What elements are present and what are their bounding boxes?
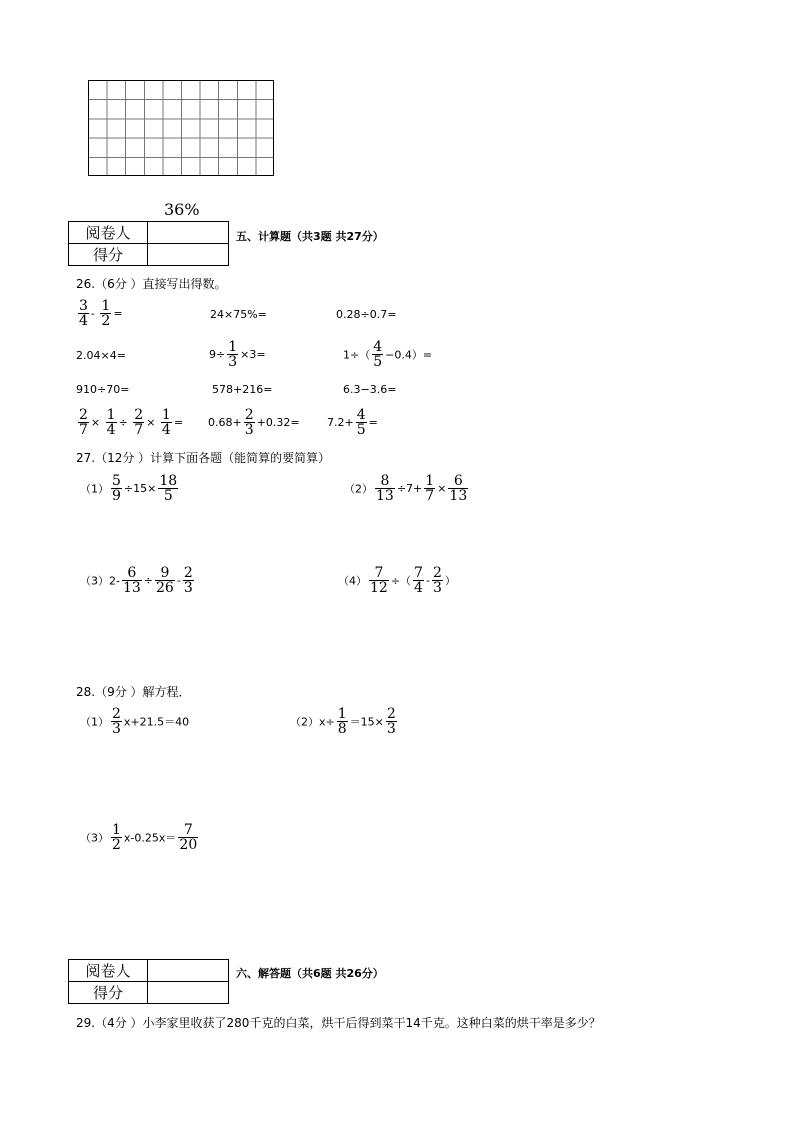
q26-r2-a: 2.04×4= (76, 349, 126, 362)
reviewer-box (148, 960, 229, 982)
score-label: 得分 (69, 982, 148, 1004)
q26-r1-b: 24×75%= (210, 308, 267, 321)
q26-r3-a: 910÷70= (76, 383, 130, 396)
percent-label: 36% (164, 200, 200, 219)
q26-r4-c: 7.2+ $\frac{4}{5}$ = (327, 407, 378, 438)
q27-p4: （4） $\frac{7}{12}$ ÷（ $\frac{7}{4}$ - $\frac{2}{3}$ ） (338, 565, 456, 596)
score-box (148, 244, 229, 266)
q28-title: 28.（9分 ）解方程． (76, 685, 191, 699)
reviewer-label: 阅卷人 (69, 222, 148, 244)
q26-title: 26.（6分 ）直接写出得数。 (76, 277, 227, 291)
section-six-heading: 六、解答题（共6题 共26分） (236, 967, 384, 980)
q26-r1-a: $\frac{3}{4}$ - $\frac{1}{2}$ = (79, 298, 123, 329)
q27-p2: （2） $\frac{8}{13}$ ÷7+ $\frac{1}{7}$ × $\frac{6}{13}$ (344, 473, 468, 504)
q26-r1-c: 0.28÷0.7= (336, 308, 397, 321)
q26-r3-c: 6.3−3.6= (343, 383, 397, 396)
reviewer-label: 阅卷人 (69, 960, 148, 982)
score-table-2 (68, 959, 229, 1004)
reviewer-box (148, 222, 229, 244)
score-table (68, 221, 229, 266)
q26-r4-a: $\frac{2}{7}$ × $\frac{1}{4}$ ÷ $\frac{2}{7}$ × $\frac{1}{4}$ = (79, 407, 184, 438)
q27-p3: （3）2- $\frac{6}{13}$ ÷ $\frac{9}{26}$ - $\frac{2}{3}$ (80, 565, 193, 596)
q28-p2: （2）x÷ $\frac{1}{8}$ ＝15× $\frac{2}{3}$ (290, 706, 396, 737)
score-box (148, 982, 229, 1004)
q26-r3-b: 578+216= (212, 383, 273, 396)
q26-r2-b: 9÷ $\frac{1}{3}$ ×3= (209, 339, 266, 370)
q29-title: 29.（4分 ）小李家里收获了280千克的白菜，烘干后得到菜干14千克。这种白菜的烘干率是多少？ (76, 1016, 601, 1030)
q27-p1: （1） $\frac{5}{9}$ ÷15× $\frac{18}{5}$ (80, 473, 178, 504)
q27-title: 27.（12分 ）计算下面各题（能简算的要简算） (76, 451, 331, 465)
q26-r2-c: 1÷（ $\frac{4}{5}$ −0.4）= (343, 339, 433, 370)
q28-p3: （3） $\frac{1}{2}$ x-0.25x＝ $\frac{7}{20}$ (80, 822, 198, 853)
score-label: 得分 (69, 244, 148, 266)
q26-r4-b: 0.68+ $\frac{2}{3}$ +0.32= (208, 407, 300, 438)
section-five-heading: 五、计算题（共3题 共27分） (236, 230, 384, 243)
grid-figure (88, 80, 274, 176)
q28-p1: （1） $\frac{2}{3}$ x+21.5＝40 (80, 706, 190, 737)
